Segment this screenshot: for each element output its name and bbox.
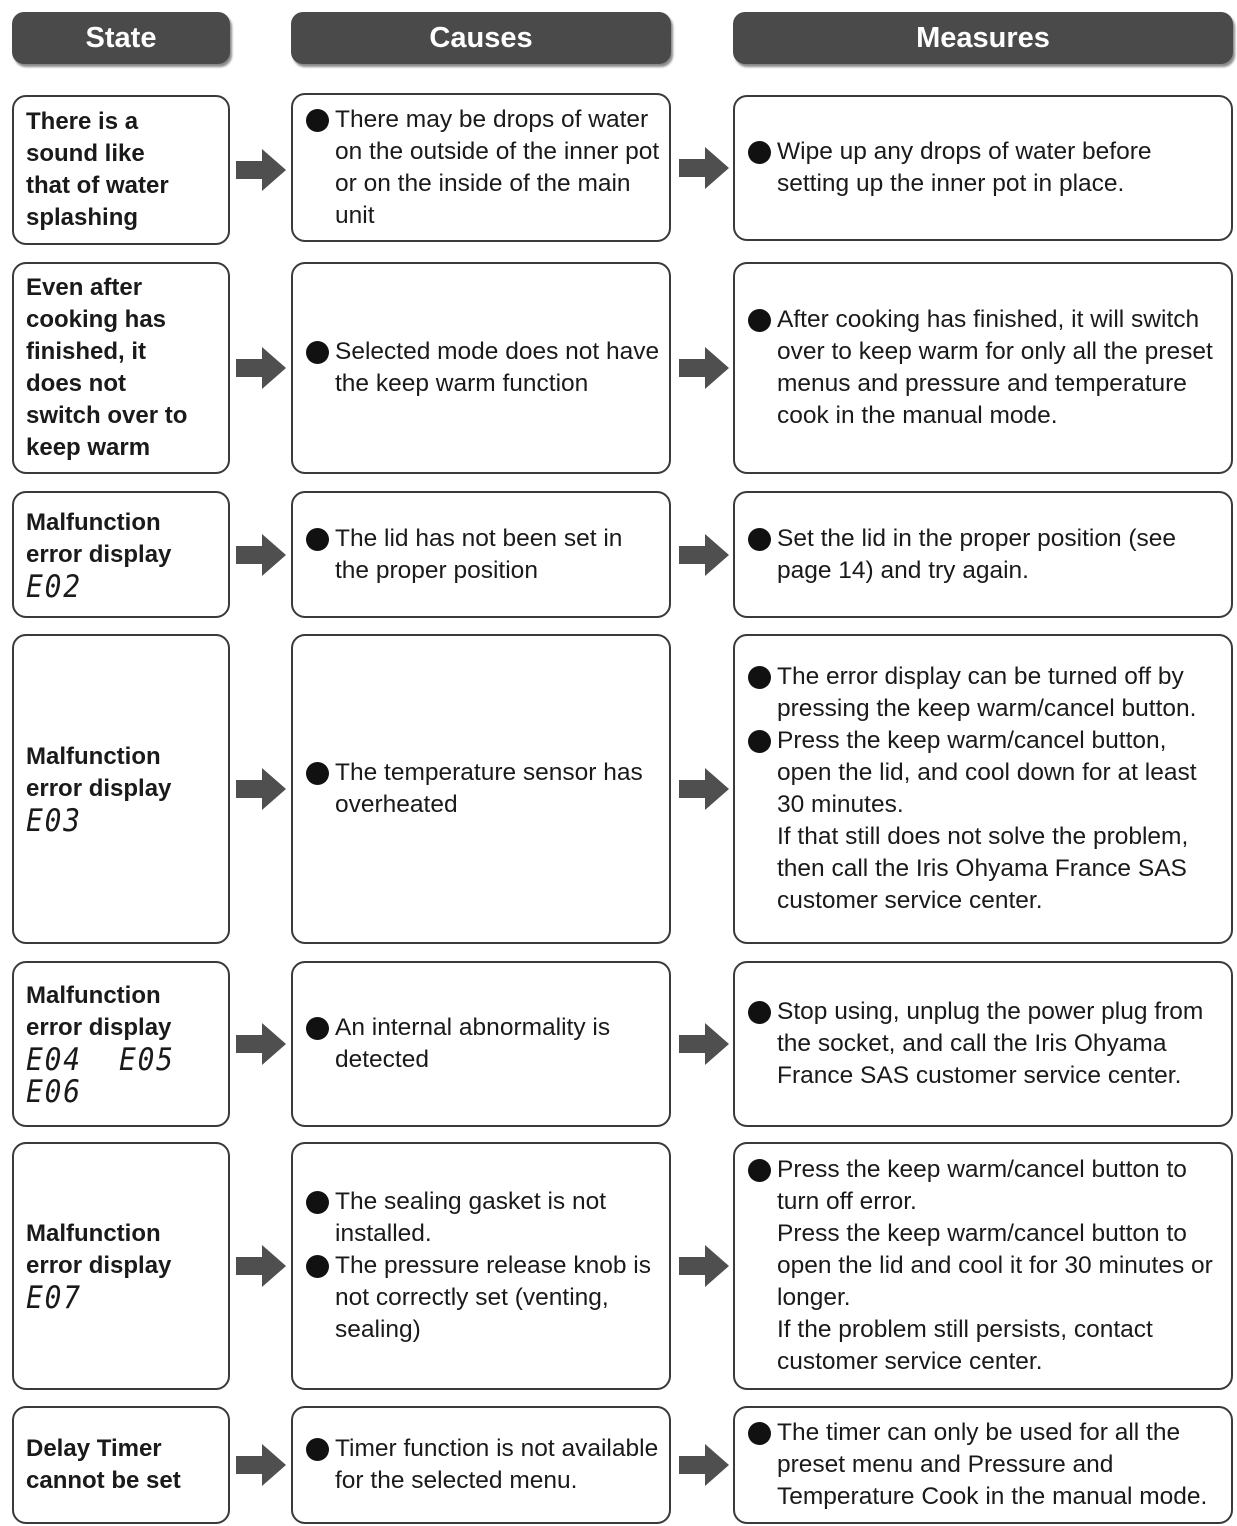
arrow-right-icon [236, 768, 286, 810]
measure-cell [733, 961, 1233, 1127]
header-causes [291, 12, 671, 64]
state-line: does not [26, 370, 126, 397]
state-line: error display [26, 1014, 172, 1041]
state-line: error display [26, 775, 172, 802]
measure-text: Press the keep warm/cancel button to turn off error. [747, 1154, 1223, 1218]
cause-cell [291, 1406, 671, 1524]
state-line: error display [26, 1252, 172, 1279]
state-line: Malfunction [26, 508, 161, 536]
cause-cell [291, 634, 671, 944]
measure-cell [733, 95, 1233, 241]
state-line: Delay Timer [26, 1435, 162, 1462]
arrow-right-icon [236, 1245, 286, 1287]
error-code: E03 [26, 803, 82, 839]
header-measures [733, 12, 1233, 64]
error-code: E02 [26, 568, 82, 605]
cause-text: The lid has not been set in the proper position [305, 523, 661, 587]
measure-cell [733, 491, 1233, 618]
measure-cell [733, 1142, 1233, 1390]
header-causes-label: Causes [429, 21, 533, 54]
state-cell [12, 634, 230, 944]
cause-cell [291, 491, 671, 618]
header-state [12, 12, 230, 64]
arrow-right-icon [679, 147, 729, 189]
cause-text: The sealing gasket is not installed. [305, 1186, 661, 1250]
measure-cell [733, 1406, 1233, 1524]
state-line: Malfunction [26, 743, 161, 770]
cause-text: An internal abnormality is detected [305, 1012, 661, 1076]
error-code: E06 [26, 1074, 82, 1110]
state-cell [12, 491, 230, 618]
measure-text: Stop using, unplug the power plug from the socket, and call the Iris Ohyama France SAS customer service center. [747, 996, 1223, 1092]
measure-text: Wipe up any drops of water before setting up the inner pot in place. [747, 136, 1223, 200]
state-line: that of water [26, 172, 169, 199]
cause-cell [291, 93, 671, 242]
state-cell [12, 262, 230, 474]
cause-text: The pressure release knob is not correctly set (venting, sealing) [305, 1250, 661, 1346]
cause-cell [291, 262, 671, 474]
arrow-right-icon [236, 1444, 286, 1486]
state-line: cannot be set [26, 1467, 181, 1494]
arrow-right-icon [236, 534, 286, 576]
state-line: sound like [26, 140, 145, 167]
arrow-right-icon [679, 768, 729, 810]
error-code: E04 E05 [26, 1042, 175, 1078]
arrow-right-icon [236, 149, 286, 191]
arrow-right-icon [236, 347, 286, 389]
measure-text: Press the keep warm/cancel button to open the lid and cool it for 30 minutes or longer. [777, 1220, 1213, 1311]
cause-text: Selected mode does not have the keep warm function [305, 336, 661, 400]
cause-text: There may be drops of water on the outside of the inner pot or on the inside of the main unit [305, 104, 661, 232]
state-line: switch over to [26, 402, 188, 429]
arrow-right-icon [679, 1444, 729, 1486]
state-line: finished, it [26, 338, 146, 365]
header-state-label: State [85, 21, 157, 54]
state-cell [12, 1142, 230, 1390]
cause-cell [291, 961, 671, 1127]
cause-text: Timer function is not available for the selected menu. [305, 1433, 661, 1497]
state-cell [12, 95, 230, 245]
arrow-right-icon [679, 1023, 729, 1065]
measure-cell [733, 262, 1233, 474]
state-line: splashing [26, 204, 139, 231]
measure-text: Press the keep warm/cancel button, open the lid, and cool down for at least 30 minutes. [747, 725, 1223, 821]
measure-text: The timer can only be used for all the preset menu and Pressure and Temperature Cook in the manual mode. [747, 1417, 1223, 1513]
state-line: Even after [26, 274, 143, 301]
error-code: E07 [26, 1280, 82, 1316]
state-cell [12, 961, 230, 1127]
state-line: error display [26, 540, 172, 568]
arrow-right-icon [236, 1023, 286, 1065]
state-line: cooking has [26, 306, 167, 333]
header-measures-label: Measures [916, 21, 1050, 54]
measure-text: Set the lid in the proper position (see page 14) and try again. [747, 523, 1223, 587]
cause-cell [291, 1142, 671, 1390]
state-cell [12, 1406, 230, 1524]
arrow-right-icon [679, 534, 729, 576]
state-line: keep warm [26, 434, 151, 461]
measure-text: After cooking has finished, it will switch over to keep warm for only all the preset menus and pressure and temperature cook in the manual mode. [747, 304, 1223, 432]
state-line: There is a [26, 108, 139, 135]
state-line: Malfunction [26, 1220, 161, 1247]
measure-text: If the problem still persists, contact customer service center. [777, 1316, 1153, 1375]
measure-text: If that still does not solve the problem, then call the Iris Ohyama France SAS customer service center. [777, 823, 1189, 914]
arrow-right-icon [679, 347, 729, 389]
state-line: Malfunction [26, 982, 161, 1009]
measure-cell [733, 634, 1233, 944]
arrow-right-icon [679, 1245, 729, 1287]
cause-text: The temperature sensor has overheated [305, 757, 661, 821]
measure-text: The error display can be turned off by pressing the keep warm/cancel button. [747, 661, 1223, 725]
